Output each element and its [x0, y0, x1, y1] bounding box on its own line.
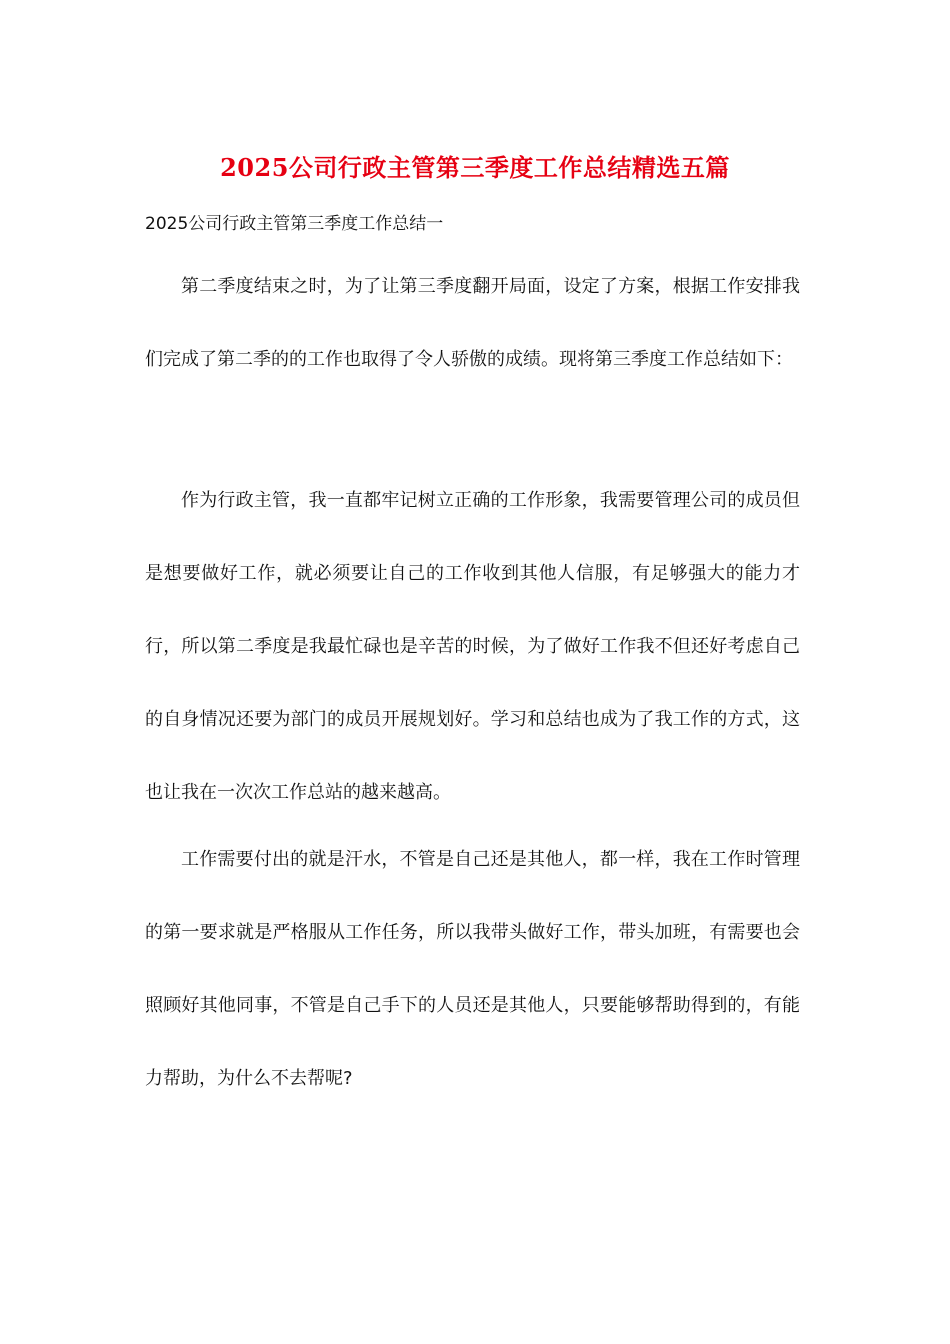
section-heading: 2025公司行政主管第三季度工作总结一 [145, 214, 444, 234]
document-title: 2025公司行政主管第三季度工作总结精选五篇 [220, 153, 730, 182]
paragraph: 作为行政主管，我一直都牢记树立正确的工作形象，我需要管理公司的成员但是想要做好工作，就必须要让自己的工作收到其他人信服，有足够强大的能力才行，所以第二季度是我最忙碌也是辛苦的时候，为了做好工作我不但还好考虑自己的自身情况还要为部门的成员开展规划好。学习和总结也成为了我工作的方式，这也让我在一次次工作总站的越来越高。 [145, 490, 800, 803]
paragraph: 第二季度结束之时，为了让第三季度翻开局面，设定了方案，根据工作安排我们完成了第二季的的工作也取得了令人骄傲的成绩。现将第三季度工作总结如下： [145, 276, 800, 370]
paragraph: 工作需要付出的就是汗水，不管是自己还是其他人，都一样，我在工作时管理的第一要求就是严格服从工作任务，所以我带头做好工作，带头加班，有需要也会照顾好其他同事，不管是自己手下的人员还是其他人，只要能够帮助得到的，有能力帮助，为什么不去帮呢? [145, 849, 800, 1089]
